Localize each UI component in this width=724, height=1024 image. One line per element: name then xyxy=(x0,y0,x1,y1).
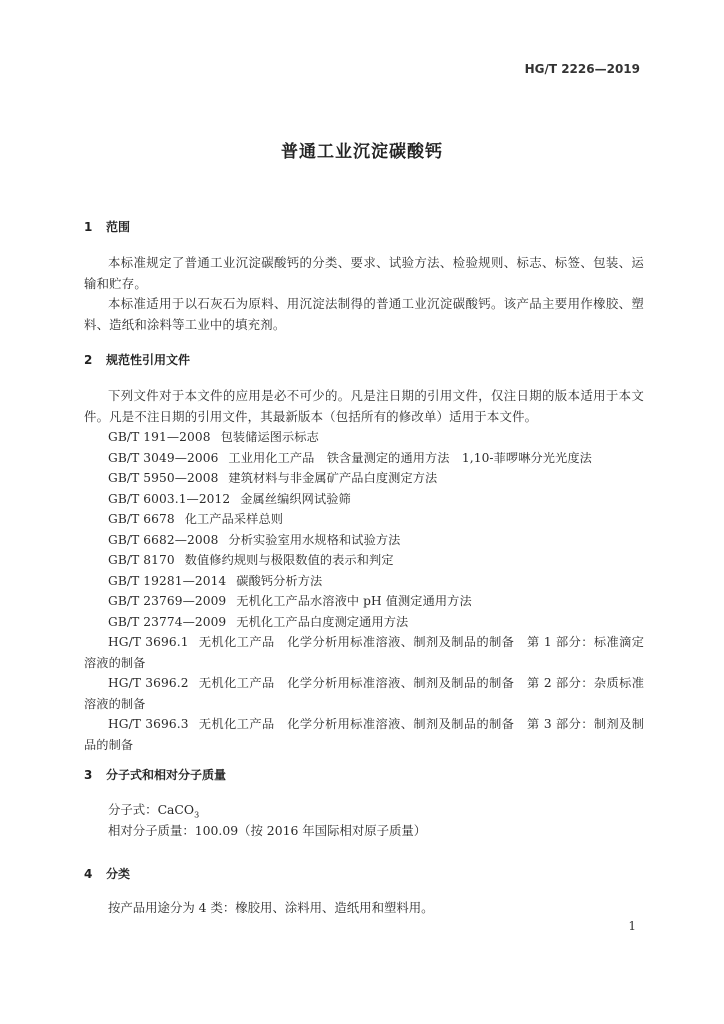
reference-code: GB/T 6678 xyxy=(108,512,175,526)
section-number: 3 xyxy=(84,768,93,782)
section-2-heading xyxy=(84,351,190,368)
reference-item xyxy=(84,673,644,714)
reference-title: 分析实验室用水规格和试验方法 xyxy=(228,532,401,547)
reference-title: 金属丝编织网试验筛 xyxy=(240,491,351,506)
reference-code: GB/T 3049—2006 xyxy=(108,450,219,465)
reference-code: HG/T 3696.2 xyxy=(108,676,189,690)
section-number: 2 xyxy=(84,353,93,367)
relative-molecular-mass: 相对分子质量：100.09（按 2016 年国际相对原子质量） xyxy=(108,823,427,838)
reference-title: 无机化工产品 化学分析用标准溶液、制剂及制品的制备 第 1 部分：标准滴定溶液的制备 xyxy=(84,635,645,670)
reference-title: 无机化工产品白度测定通用方法 xyxy=(236,614,409,629)
page-number: 1 xyxy=(628,919,636,933)
reference-title: 包装储运图示标志 xyxy=(220,430,319,444)
reference-item xyxy=(84,571,644,592)
reference-item xyxy=(84,591,644,612)
reference-code: GB/T 191—2008 xyxy=(108,430,211,444)
section-title: 规范性引用文件 xyxy=(106,353,191,367)
section-1-paragraph-1: 本标准规定了普通工业沉淀碳酸钙的分类、要求、试验方法、检验规则、标志、标签、包装、运输和贮存。 xyxy=(84,255,644,291)
section-title: 分子式和相对分子质量 xyxy=(106,768,227,782)
section-1-heading xyxy=(84,218,130,235)
section-1-paragraph-2: 本标准适用于以石灰石为原料、用沉淀法制得的普通工业沉淀碳酸钙。该产品主要用作橡胶、塑料、造纸和涂料等工业中的填充剂。 xyxy=(84,296,644,332)
reference-item xyxy=(84,509,644,530)
reference-item xyxy=(84,468,644,489)
section-number: 1 xyxy=(84,220,93,234)
reference-title: 碳酸钙分析方法 xyxy=(236,573,323,588)
reference-code: HG/T 3696.1 xyxy=(108,635,189,649)
section-4-heading xyxy=(84,865,130,882)
reference-item xyxy=(84,448,644,469)
document-title: 普通工业沉淀碳酸钙 xyxy=(281,142,443,162)
reference-code: GB/T 23769—2009 xyxy=(108,594,227,608)
formula-value: CaCO xyxy=(157,802,195,817)
reference-title: 无机化工产品 化学分析用标准溶液、制剂及制品的制备 第 3 部分：制剂及制品的制备 xyxy=(84,717,645,752)
reference-title: 建筑材料与非金属矿产品白度测定方法 xyxy=(228,471,438,485)
normative-reference-list xyxy=(84,427,644,755)
section-number: 4 xyxy=(84,867,93,881)
reference-code: GB/T 19281—2014 xyxy=(108,573,227,588)
section-4-paragraph: 按产品用途分为 4 类：橡胶用、涂料用、造纸用和塑料用。 xyxy=(108,900,434,915)
section-3-heading xyxy=(84,766,226,783)
reference-item xyxy=(84,714,644,755)
reference-title: 工业用化工产品 铁含量测定的通用方法 1,10-菲啰啉分光光度法 xyxy=(228,450,592,465)
reference-code: GB/T 8170 xyxy=(108,553,175,567)
reference-item xyxy=(84,632,644,673)
reference-item xyxy=(84,427,644,448)
formula-label: 分子式： xyxy=(108,802,158,817)
standard-code-header: HG/T 2226—2019 xyxy=(524,62,640,76)
reference-title: 数值修约规则与极限数值的表示和判定 xyxy=(184,553,394,567)
reference-code: HG/T 3696.3 xyxy=(108,717,189,731)
section-title: 范围 xyxy=(106,220,131,234)
reference-item xyxy=(84,489,644,510)
reference-code: GB/T 6682—2008 xyxy=(108,532,219,547)
reference-code: GB/T 6003.1—2012 xyxy=(108,491,231,506)
reference-code: GB/T 23774—2009 xyxy=(108,614,227,629)
formula-subscript: 3 xyxy=(194,810,200,820)
reference-title: 无机化工产品 化学分析用标准溶液、制剂及制品的制备 第 2 部分：杂质标准溶液的制备 xyxy=(84,676,645,711)
reference-title: 化工产品采样总则 xyxy=(184,512,284,526)
reference-code: GB/T 5950—2008 xyxy=(108,471,219,485)
reference-item xyxy=(84,550,644,571)
section-2-intro: 下列文件对于本文件的应用是必不可少的。凡是注日期的引用文件，仅注日期的版本适用于本文件。凡是不注日期的引用文件，其最新版本（包括所有的修改单）适用于本文件。 xyxy=(84,388,644,424)
reference-item xyxy=(84,530,644,551)
section-title: 分类 xyxy=(106,867,131,881)
reference-item xyxy=(84,612,644,633)
reference-title: 无机化工产品水溶液中 pH 值测定通用方法 xyxy=(236,594,472,608)
